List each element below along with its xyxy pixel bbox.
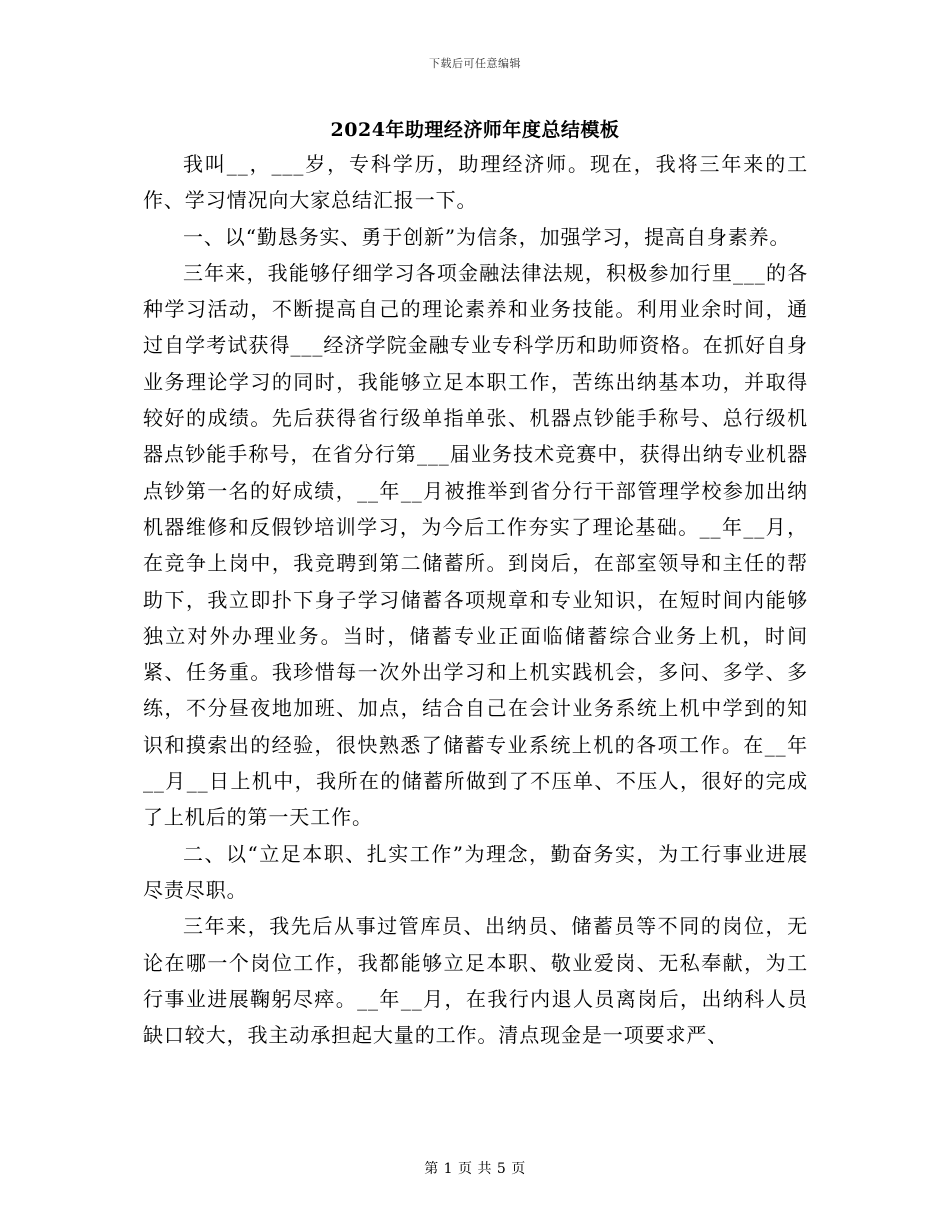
- paragraph-intro: 我叫__，___岁，专科学历，助理经济师。现在，我将三年来的工作、学习情况向大家总结汇报一下。: [143, 152, 808, 213]
- paragraph-section-2-body: 三年来，我先后从事过管库员、出纳员、储蓄员等不同的岗位，无论在哪一个岗位工作，我都能够立足本职、敬业爱岗、无私奉献，为工行事业进展鞠躬尽瘁。__年__月，在我行内退人员离岗后，出纳科人员缺口较大，我主动承担起大量的工作。清点现金是一项要求严、: [143, 914, 808, 1048]
- document-body: [143, 146, 808, 1053]
- paragraph-section-2-heading: 二、以“立足本职、扎实工作”为理念，勤奋务实，为工行事业进展尽责尽职。: [143, 841, 808, 902]
- document-title: 2024年助理经济师年度总结模板: [330, 119, 620, 141]
- header-note: 下载后可任意编辑: [429, 57, 521, 70]
- paragraph-section-1-heading: 一、以“勤恳务实、勇于创新”为信条，加强学习，提高自身素养。: [183, 224, 791, 249]
- paragraph-section-1-body: 三年来，我能够仔细学习各项金融法律法规，积极参加行里___的各种学习活动，不断提高自己的理论素养和业务技能。利用业余时间，通过自学考试获得___经济学院金融专业专科学历和助师资格。在抓好自身业务理论学习的同时，我能够立足本职工作，苦练出纳基本功，并取得较好的成绩。先后获得省行级单指单张、机器点钞能手称号、总行级机器点钞能手称号，在省分行第___届业务技术竞赛中，获得出纳专业机器点钞第一名的好成绩，__年__月被推举到省分行干部管理学校参加出纳机器维修和反假钞培训学习，为今后工作夯实了理论基础。__年__月，在竞争上岗中，我竞聘到第二储蓄所。到岗后，在部室领导和主任的帮助下，我立即扑下身子学习储蓄各项规章和专业知识，在短时间内能够独立对外办理业务。当时，储蓄专业正面临储蓄综合业务上机，时间紧、任务重。我珍惜每一次外出学习和上机实践机会，多问、多学、多练，不分昼夜地加班、加点，结合自己在会计业务系统上机中学到的知识和摸索出的经验，很快熟悉了储蓄专业系统上机的各项工作。在__年__月__日上机中，我所在的储蓄所做到了不压单、不压人，很好的完成了上机后的第一天工作。: [143, 260, 808, 830]
- page-footer: 第 1 页 共 5 页: [424, 1161, 526, 1177]
